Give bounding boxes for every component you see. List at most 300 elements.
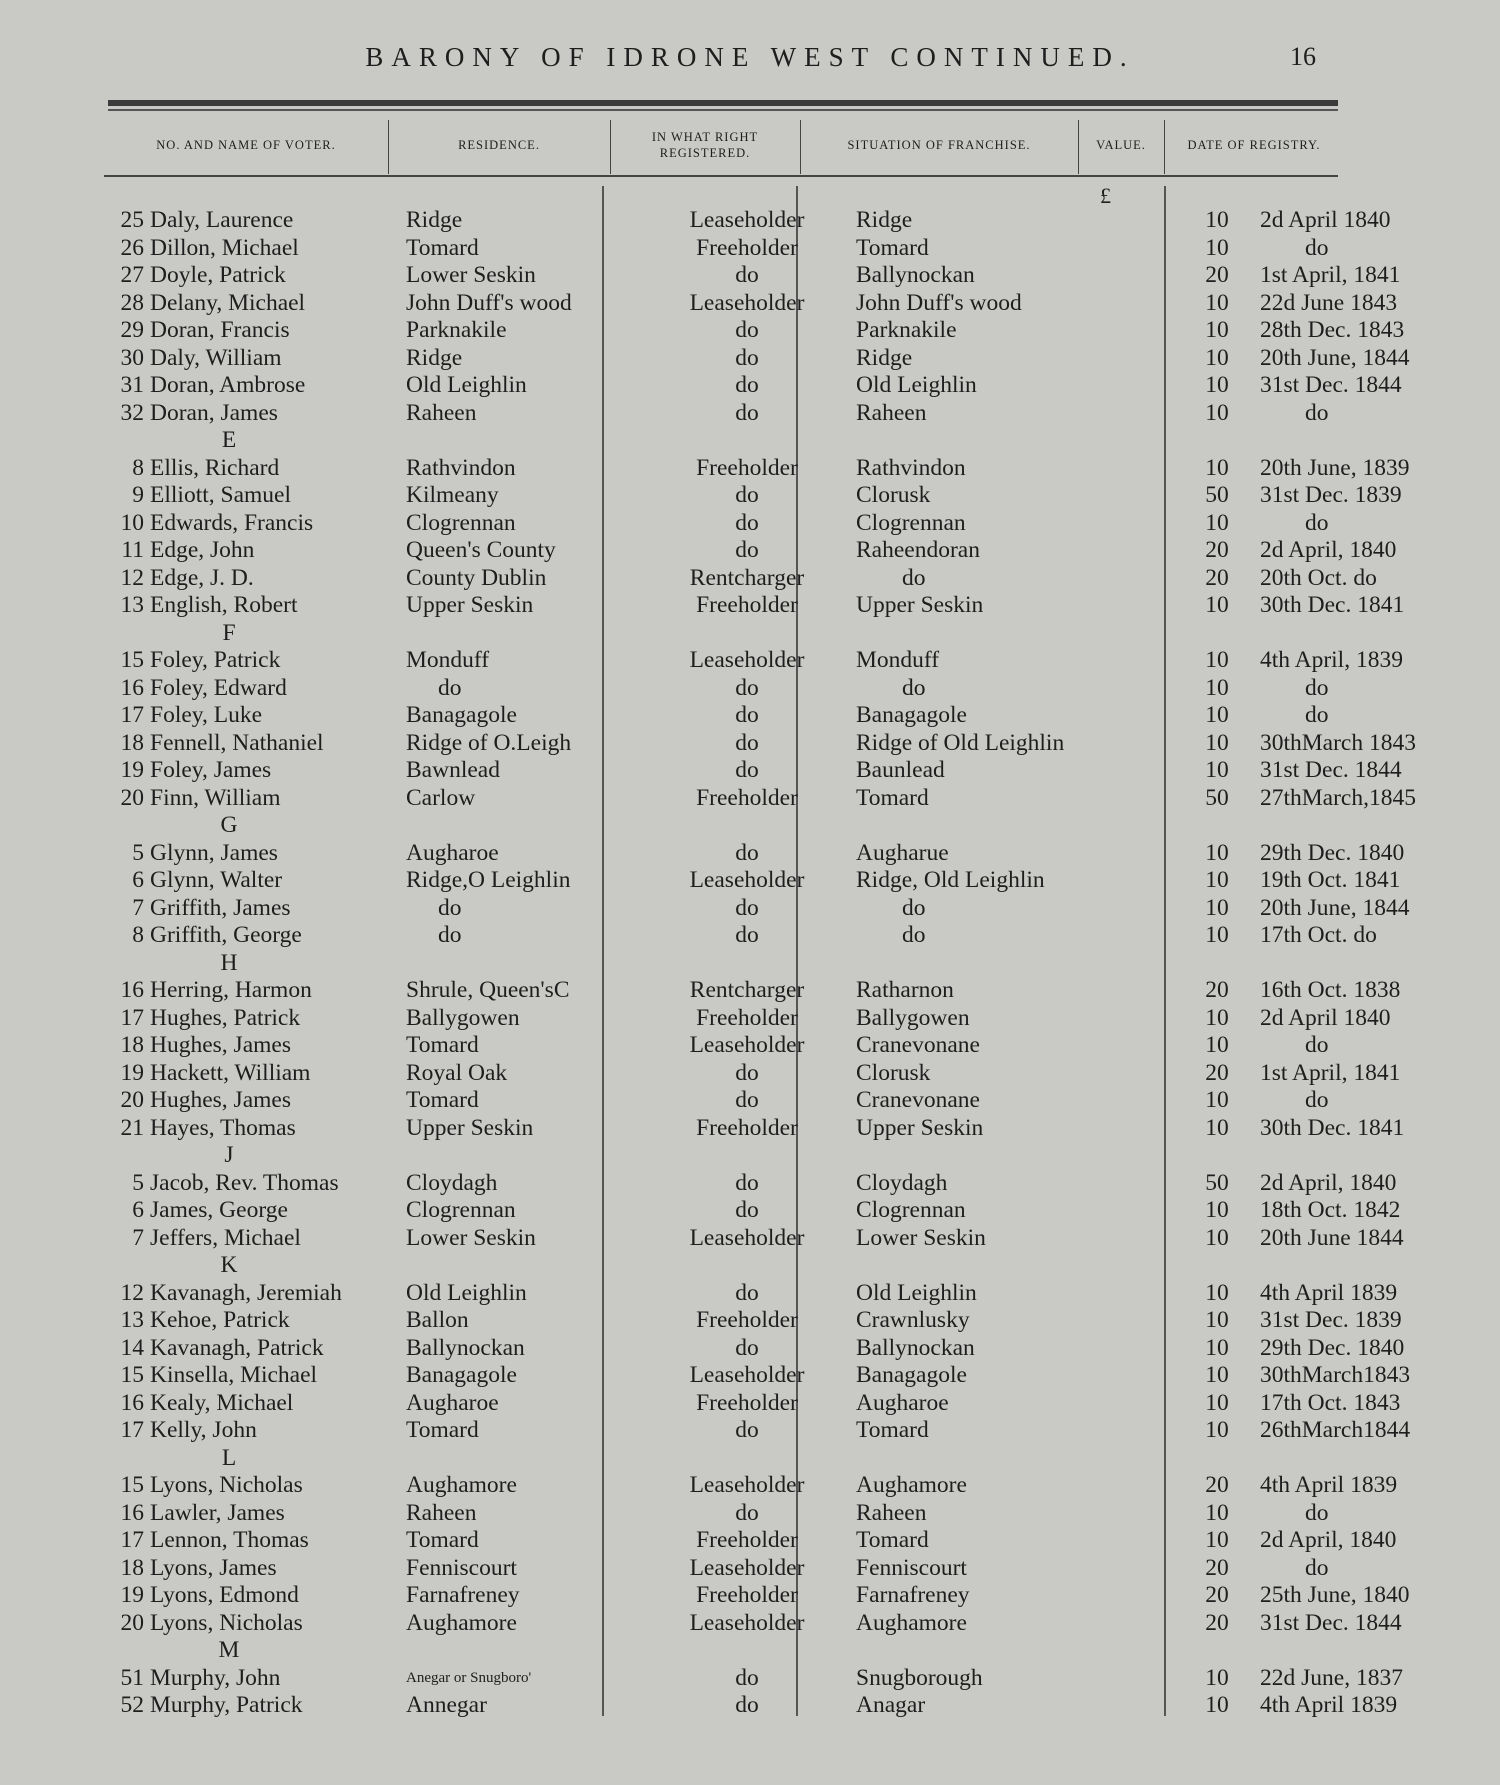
table-row — [104, 482, 1491, 510]
empty-cell — [652, 1252, 842, 1280]
voter-number: 15 — [120, 1472, 144, 1498]
value-cell: 10 — [1205, 317, 1229, 343]
voter-name: Hayes, Thomas — [150, 1114, 296, 1141]
value-cell: 10 — [1205, 372, 1229, 398]
value-cell: 10 — [1205, 1664, 1229, 1691]
table-row — [104, 1527, 1491, 1555]
date-cell: do — [1305, 509, 1329, 536]
situation-cell: Ridge — [856, 344, 913, 371]
voter-number: 14 — [120, 1334, 144, 1361]
right-registered-cell: do — [735, 262, 759, 288]
date-cell: 25th June, 1840 — [1260, 1582, 1410, 1608]
right-registered-cell: do — [735, 702, 759, 728]
voter-number: 16 — [120, 977, 144, 1003]
voter-name: Doyle, Patrick — [150, 262, 286, 288]
table-row — [104, 565, 1491, 593]
situation-cell: Monduff — [856, 647, 940, 673]
situation-cell: do — [902, 674, 926, 701]
col-header-right — [610, 118, 800, 174]
empty-cell — [842, 950, 1184, 978]
empty-cell — [842, 1637, 1184, 1665]
situation-cell: Aughamore — [856, 1609, 967, 1636]
residence-cell: Farnafreney — [406, 1582, 520, 1608]
table-row — [104, 317, 1491, 345]
voter-name: Glynn, James — [150, 839, 278, 866]
letter-heading-row — [104, 812, 1491, 840]
right-registered-cell: do — [735, 317, 759, 343]
voter-name: Kelly, John — [150, 1417, 257, 1443]
right-registered-cell: do — [735, 1197, 759, 1223]
col-header-situation: SITUATION OF FRANCHISE. — [847, 138, 1031, 153]
voter-name: Murphy, John — [150, 1664, 281, 1691]
date-cell: 22d June 1843 — [1260, 289, 1398, 316]
value-cell: 10 — [1205, 1307, 1229, 1333]
residence-cell: Aughamore — [406, 1472, 517, 1498]
page-number: 16 — [1290, 42, 1316, 71]
col-header-value: VALUE. — [1096, 138, 1146, 153]
date-cell: 27thMarch,1845 — [1260, 784, 1416, 811]
table-row — [104, 702, 1491, 730]
date-cell: 4th April 1839 — [1260, 1472, 1398, 1498]
right-registered-cell: do — [735, 372, 759, 398]
voter-number: 8 — [132, 922, 144, 948]
situation-cell: Tomard — [856, 1417, 929, 1443]
voter-number: 27 — [120, 262, 144, 288]
right-registered-cell: do — [735, 1059, 759, 1086]
residence-cell: Monduff — [406, 647, 490, 673]
residence-cell: Tomard — [406, 1087, 479, 1113]
right-registered-cell: do — [735, 1692, 759, 1718]
voter-number: 13 — [120, 592, 144, 618]
value-cell: 10 — [1205, 1032, 1229, 1058]
situation-cell: Ballynockan — [856, 262, 975, 288]
voter-number: 6 — [132, 867, 144, 893]
date-cell: do — [1305, 674, 1329, 701]
date-cell: 29th Dec. 1840 — [1260, 839, 1405, 866]
date-cell: do — [1305, 1554, 1329, 1581]
situation-cell: Lower Seskin — [856, 1224, 986, 1251]
table-row — [104, 290, 1491, 318]
empty-cell — [842, 620, 1184, 648]
empty-cell — [842, 1142, 1184, 1170]
empty-cell — [1184, 427, 1250, 455]
value-cell: 10 — [1205, 1692, 1229, 1718]
letter-heading: H — [220, 949, 238, 976]
voter-number: 30 — [120, 344, 144, 371]
letter-heading-row — [104, 1637, 1491, 1665]
value-cell: 10 — [1205, 234, 1229, 261]
table-row — [104, 730, 1491, 758]
col-header-name: NO. AND NAME OF VOTER. — [156, 138, 336, 153]
table-row — [104, 922, 1491, 950]
value-cell: 10 — [1205, 1197, 1229, 1223]
residence-cell: Queen's County — [406, 537, 556, 563]
value-cell: 10 — [1205, 757, 1229, 783]
empty-cell — [394, 1445, 652, 1473]
table-row — [104, 1170, 1491, 1198]
voter-name: English, Robert — [150, 592, 298, 618]
value-cell: 10 — [1205, 1334, 1229, 1361]
residence-cell: Old Leighlin — [406, 1279, 527, 1306]
residence-cell: Ridge,O Leighlin — [406, 867, 571, 893]
situation-cell: Raheen — [856, 1499, 927, 1526]
empty-cell — [394, 812, 652, 840]
date-cell: 20th June 1844 — [1260, 1224, 1404, 1251]
situation-cell: Tomard — [856, 234, 929, 261]
value-cell: 10 — [1205, 1279, 1229, 1306]
situation-cell: Tomard — [856, 1527, 929, 1553]
letter-heading: G — [220, 812, 238, 838]
residence-cell: Clogrennan — [406, 509, 516, 536]
voter-number: 5 — [132, 1169, 144, 1196]
residence-cell: Ridge of O.Leigh — [406, 729, 572, 756]
empty-cell — [1184, 812, 1250, 840]
situation-cell: Old Leighlin — [856, 1279, 977, 1306]
date-cell: 16th Oct. 1838 — [1260, 977, 1401, 1003]
table-row — [104, 1032, 1491, 1060]
voter-name: Fennell, Nathaniel — [150, 729, 324, 756]
situation-cell: Old Leighlin — [856, 372, 977, 398]
table-row — [104, 647, 1491, 675]
value-cell: 10 — [1205, 867, 1229, 893]
situation-cell: Anagar — [856, 1692, 926, 1718]
situation-cell: Banagagole — [856, 1362, 967, 1388]
residence-cell: Cloydagh — [406, 1169, 498, 1196]
date-cell: 26thMarch1844 — [1260, 1417, 1411, 1443]
situation-cell: do — [902, 564, 926, 591]
empty-cell — [1184, 620, 1250, 648]
table-row — [104, 510, 1491, 538]
value-cell: 20 — [1205, 1059, 1229, 1086]
voter-number: 26 — [120, 234, 144, 261]
voter-number: 5 — [132, 839, 144, 866]
date-cell: 30th Dec. 1841 — [1260, 592, 1405, 618]
voter-number: 32 — [120, 399, 144, 426]
value-cell: 10 — [1205, 454, 1229, 481]
voter-name: Foley, Luke — [150, 702, 263, 728]
voter-name: Doran, Ambrose — [150, 372, 306, 398]
table-row — [104, 1225, 1491, 1253]
empty-cell — [1250, 427, 1491, 455]
voter-number: 52 — [120, 1692, 144, 1718]
letter-heading-row — [104, 427, 1491, 455]
residence-cell: Upper Seskin — [406, 1114, 534, 1141]
residence-cell: John Duff's wood — [406, 289, 572, 316]
situation-cell: Ridge, Old Leighlin — [856, 867, 1045, 893]
table-row — [104, 592, 1491, 620]
date-cell: 29th Dec. 1840 — [1260, 1334, 1405, 1361]
right-registered-cell: do — [735, 399, 759, 426]
empty-cell — [652, 620, 842, 648]
voter-name: Lawler, James — [150, 1499, 285, 1526]
voter-number: 7 — [132, 894, 144, 921]
right-registered-cell: Rentcharger — [689, 977, 805, 1003]
table-row — [104, 1280, 1491, 1308]
value-cell: 10 — [1205, 344, 1229, 371]
letter-heading: E — [221, 427, 237, 453]
value-cell: 10 — [1205, 1362, 1229, 1388]
voter-number: 6 — [132, 1197, 144, 1223]
voter-name: Kealy, Michael — [150, 1389, 294, 1416]
voter-number: 17 — [120, 1527, 144, 1553]
date-cell: 2d April, 1840 — [1260, 1169, 1397, 1196]
residence-cell: Ballynockan — [406, 1334, 525, 1361]
voter-name: Daly, William — [150, 344, 282, 371]
right-registered-cell: Freeholder — [696, 1389, 798, 1416]
letter-heading-row — [104, 1252, 1491, 1280]
situation-cell: Cranevonane — [856, 1087, 980, 1113]
col-header-date: DATE OF REGISTRY. — [1187, 138, 1321, 153]
table-row — [104, 207, 1491, 235]
value-cell: 20 — [1205, 1582, 1229, 1608]
residence-cell: Parknakile — [406, 317, 507, 343]
voter-number: 28 — [120, 289, 144, 316]
right-registered-cell: Leaseholder — [689, 1472, 805, 1498]
voter-name: Hughes, James — [150, 1087, 291, 1113]
residence-cell: Lower Seskin — [406, 1224, 536, 1251]
right-registered-cell: do — [735, 1499, 759, 1526]
voter-name: Griffith, James — [150, 894, 291, 921]
date-cell: 20th June, 1844 — [1260, 894, 1410, 921]
table-row — [104, 1417, 1491, 1445]
right-registered-cell: do — [735, 674, 759, 701]
date-cell: do — [1305, 234, 1329, 261]
right-registered-cell: do — [735, 1087, 759, 1113]
table-row — [104, 840, 1491, 868]
value-cell: 20 — [1205, 1554, 1229, 1581]
right-registered-cell: do — [735, 1664, 759, 1691]
table-row — [104, 675, 1491, 703]
empty-cell — [652, 427, 842, 455]
col-header-right-line2: REGISTERED. — [659, 146, 751, 160]
residence-cell: Raheen — [406, 399, 477, 426]
right-registered-cell: do — [735, 729, 759, 756]
value-cell: 10 — [1205, 1499, 1229, 1526]
date-cell: 22d June, 1837 — [1260, 1664, 1403, 1691]
residence-cell: do — [438, 674, 462, 701]
voter-name: Kavanagh, Jeremiah — [150, 1279, 342, 1306]
voter-number: 7 — [132, 1224, 144, 1251]
value-cell: 50 — [1205, 784, 1229, 811]
table-row — [104, 1610, 1491, 1638]
table-row — [104, 400, 1491, 428]
residence-cell: Ballygowen — [406, 1004, 520, 1031]
voter-name: Lyons, Edmond — [150, 1582, 299, 1608]
right-registered-cell: Leaseholder — [689, 867, 805, 893]
voter-number: 29 — [120, 317, 144, 343]
voter-name: Ellis, Richard — [150, 454, 280, 481]
voter-name: Herring, Harmon — [150, 977, 312, 1003]
header-rule-thin — [108, 109, 1338, 111]
empty-cell — [394, 427, 652, 455]
residence-cell: Anegar or Snugboro' — [406, 1669, 532, 1686]
residence-cell: Lower Seskin — [406, 262, 536, 288]
voter-name: Lyons, Nicholas — [150, 1609, 303, 1636]
voter-name: Foley, Edward — [150, 674, 287, 701]
situation-cell: Ridge — [856, 207, 913, 233]
table-row — [104, 1087, 1491, 1115]
date-cell: do — [1305, 1087, 1329, 1113]
situation-cell: do — [902, 894, 926, 921]
voter-number: 12 — [120, 564, 144, 591]
voter-name: Lyons, Nicholas — [150, 1472, 303, 1498]
residence-cell: Upper Seskin — [406, 592, 534, 618]
empty-cell — [652, 812, 842, 840]
residence-cell: Ridge — [406, 207, 463, 233]
situation-cell: Rathvindon — [856, 454, 966, 481]
date-cell: 2d April 1840 — [1260, 1004, 1391, 1031]
situation-cell: Ratharnon — [856, 977, 954, 1003]
value-cell: 10 — [1205, 647, 1229, 673]
empty-cell — [1250, 620, 1491, 648]
empty-cell — [1184, 1252, 1250, 1280]
voter-number: 16 — [120, 1499, 144, 1526]
residence-cell: Raheen — [406, 1499, 477, 1526]
value-cell: 10 — [1205, 1417, 1229, 1443]
table-row — [104, 867, 1491, 895]
situation-cell: Parknakile — [856, 317, 957, 343]
empty-cell — [394, 950, 652, 978]
date-cell: 1st April, 1841 — [1260, 1059, 1401, 1086]
letter-heading: F — [222, 619, 236, 646]
table-row — [104, 455, 1491, 483]
letter-heading: J — [224, 1142, 234, 1168]
voter-number: 20 — [120, 1087, 144, 1113]
residence-cell: Shrule, Queen'sC — [406, 977, 570, 1003]
residence-cell: County Dublin — [406, 564, 547, 591]
voter-name: Dillon, Michael — [150, 234, 299, 261]
situation-cell: Farnafreney — [856, 1582, 970, 1608]
date-cell: 17th Oct. do — [1260, 922, 1377, 948]
date-cell: do — [1305, 1032, 1329, 1058]
date-cell: do — [1305, 702, 1329, 728]
date-cell: 20th June, 1844 — [1260, 344, 1410, 371]
table-row — [104, 1582, 1491, 1610]
value-cell: 10 — [1205, 1004, 1229, 1031]
col-header-residence: RESIDENCE. — [458, 138, 540, 153]
voter-name: Lyons, James — [150, 1554, 277, 1581]
voter-name: Foley, James — [150, 757, 272, 783]
table-row — [104, 1060, 1491, 1088]
right-registered-cell: do — [735, 922, 759, 948]
right-registered-cell: do — [735, 757, 759, 783]
situation-cell: Cloydagh — [856, 1169, 948, 1196]
situation-cell: Ballynockan — [856, 1334, 975, 1361]
voter-number: 15 — [120, 647, 144, 673]
value-cell: 20 — [1205, 564, 1229, 591]
situation-cell: Clorusk — [856, 1059, 931, 1086]
residence-cell: do — [438, 922, 462, 948]
empty-cell — [1184, 1142, 1250, 1170]
right-registered-cell: Leaseholder — [689, 1609, 805, 1636]
voter-number: 19 — [120, 757, 144, 783]
table-row — [104, 1307, 1491, 1335]
situation-cell: Ballygowen — [856, 1004, 970, 1031]
situation-cell: Clogrennan — [856, 509, 966, 536]
residence-cell: Aughamore — [406, 1609, 517, 1636]
value-cell: 10 — [1205, 592, 1229, 618]
table-row — [104, 977, 1491, 1005]
voter-name: Edge, J. D. — [150, 564, 254, 591]
voter-number: 18 — [120, 729, 144, 756]
empty-cell — [842, 1445, 1184, 1473]
right-registered-cell: Freeholder — [696, 234, 798, 261]
voter-name: Delany, Michael — [150, 289, 306, 316]
residence-cell: Banagagole — [406, 702, 517, 728]
empty-cell — [394, 620, 652, 648]
voter-name: Kavanagh, Patrick — [150, 1334, 324, 1361]
empty-cell — [1250, 1637, 1491, 1665]
situation-cell: Raheendoran — [856, 537, 980, 563]
right-registered-cell: Freeholder — [696, 1582, 798, 1608]
date-cell: do — [1305, 399, 1329, 426]
right-registered-cell: Leaseholder — [689, 1554, 805, 1581]
right-registered-cell: Rentcharger — [689, 564, 805, 591]
letter-heading: L — [221, 1444, 237, 1471]
date-cell: 30thMarch 1843 — [1260, 729, 1416, 756]
value-cell: 10 — [1205, 1527, 1229, 1553]
date-cell: 30thMarch1843 — [1260, 1362, 1411, 1388]
voter-number: 13 — [120, 1307, 144, 1333]
residence-cell: Bawnlead — [406, 757, 500, 783]
table-row — [104, 1390, 1491, 1418]
table-row — [104, 1665, 1491, 1693]
date-cell: do — [1305, 1499, 1329, 1526]
residence-cell: Augharoe — [406, 1389, 499, 1416]
empty-cell — [652, 1637, 842, 1665]
situation-cell: Clorusk — [856, 482, 931, 508]
voter-register-table — [104, 207, 1491, 1720]
right-registered-cell: Freeholder — [696, 784, 798, 811]
voter-number: 19 — [120, 1059, 144, 1086]
voter-name: Hackett, William — [150, 1059, 311, 1086]
voter-number: 18 — [120, 1032, 144, 1058]
voter-name: Griffith, George — [150, 922, 302, 948]
right-registered-cell: Freeholder — [696, 1114, 798, 1141]
voter-name: Lennon, Thomas — [150, 1527, 309, 1553]
right-registered-cell: Leaseholder — [689, 1224, 805, 1251]
value-cell: 10 — [1205, 839, 1229, 866]
voter-name: Jacob, Rev. Thomas — [150, 1169, 339, 1196]
date-cell: 20th June, 1839 — [1260, 454, 1410, 481]
currency-symbol: £ — [1100, 183, 1111, 208]
situation-cell: Banagagole — [856, 702, 967, 728]
date-cell: 2d April 1840 — [1260, 207, 1391, 233]
residence-cell: Royal Oak — [406, 1059, 508, 1086]
table-row — [104, 1362, 1491, 1390]
situation-cell: Augharoe — [856, 1389, 949, 1416]
table-row — [104, 235, 1491, 263]
date-cell: 18th Oct. 1842 — [1260, 1197, 1401, 1223]
table-row — [104, 785, 1491, 813]
value-cell: 20 — [1205, 977, 1229, 1003]
voter-number: 17 — [120, 702, 144, 728]
empty-cell — [1184, 950, 1250, 978]
voter-number: 8 — [132, 454, 144, 481]
residence-cell: Rathvindon — [406, 454, 516, 481]
table-row — [104, 1115, 1491, 1143]
table-row — [104, 757, 1491, 785]
residence-cell: Clogrennan — [406, 1197, 516, 1223]
situation-cell: Aughamore — [856, 1472, 967, 1498]
voter-name: Kinsella, Michael — [150, 1362, 318, 1388]
voter-name: Edwards, Francis — [150, 509, 314, 536]
value-cell: 10 — [1205, 729, 1229, 756]
voter-number: 16 — [120, 1389, 144, 1416]
right-registered-cell: Leaseholder — [689, 289, 805, 316]
empty-cell — [1250, 950, 1491, 978]
situation-cell: Cranevonane — [856, 1032, 980, 1058]
